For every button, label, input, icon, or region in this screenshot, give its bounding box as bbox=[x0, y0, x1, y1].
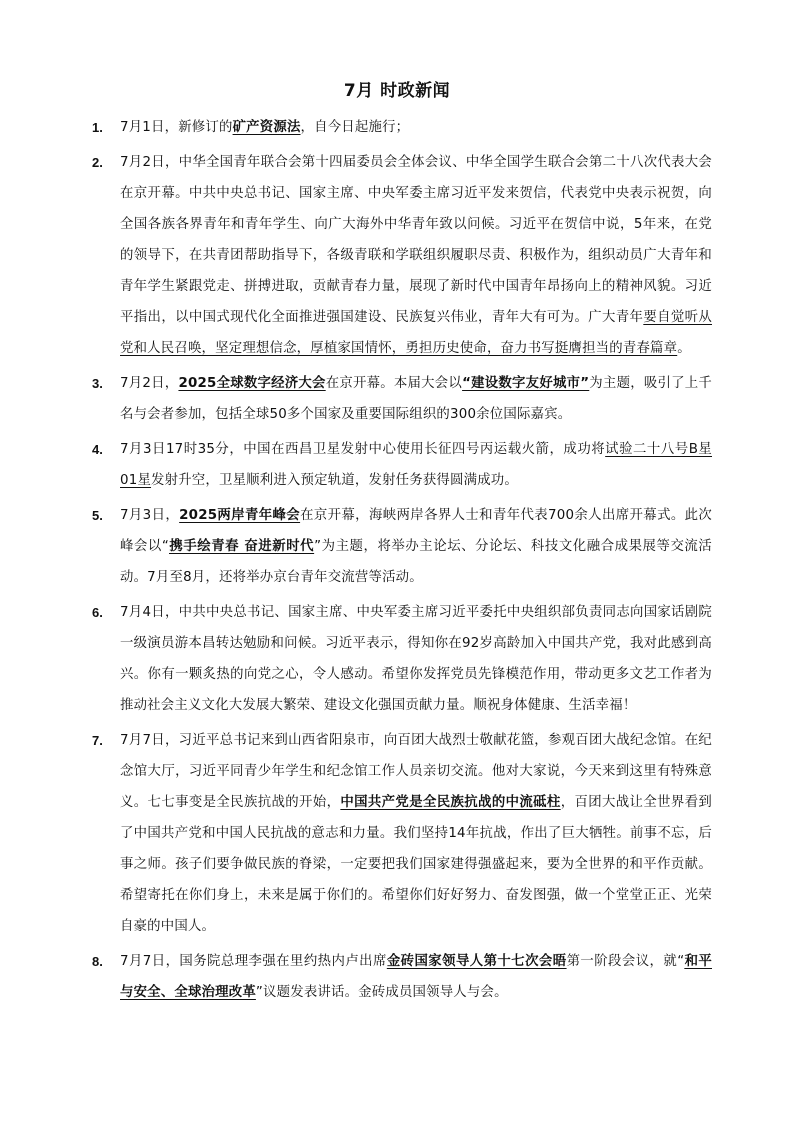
highlighted-keyword: 2025全球数字经济大会 bbox=[178, 376, 326, 391]
highlighted-keyword: 矿产资源法 bbox=[232, 120, 301, 135]
news-item bbox=[92, 725, 712, 942]
item-number: 8. bbox=[92, 954, 103, 969]
item-text bbox=[120, 368, 712, 430]
highlighted-keyword: “建设数字友好城市” bbox=[462, 376, 590, 391]
highlighted-keyword: 中国共产党是全民族抗战的中流砥柱 bbox=[340, 795, 561, 810]
news-item bbox=[92, 112, 712, 143]
news-item bbox=[92, 946, 712, 1008]
text-segment: 7月4日，中共中央总书记、国家主席、中央军委主席习近平委托中央组织部负责同志向国家话剧院一级演员游本昌转达勉励和问候。习近平表示，得知你在92岁高龄加入中国共产党，我对此感到高兴。你有一颗炙热的向党之心，令人感动。希望你发挥党员先锋模范作用，带动更多文艺工作者为推动社会主义文化大发展大繁荣、建设文化强国贡献力量。顺祝身体健康、生活幸福！ bbox=[120, 605, 712, 713]
text-segment: ，百团大战让全世界看到了中国共产党和中国人民抗战的意志和力量。我们坚持14年抗战，作出了巨大牺牲。前事不忘，后事之师。孩子们要争做民族的脊梁，一定要把我们国家建得强盛起来，要为全世界的和平作贡献。希望寄托在你们身上，未来是属于你们的。希望你们好好努力、奋发图强，做一个堂堂正正、光荣自豪的中国人。 bbox=[120, 795, 712, 934]
item-text bbox=[120, 597, 712, 721]
item-number: 5. bbox=[92, 508, 103, 523]
item-text bbox=[120, 946, 712, 1008]
text-segment: 7月2日， bbox=[120, 376, 179, 391]
highlighted-keyword: 金砖国家领导人第十七次会晤 bbox=[386, 954, 567, 969]
page-title: 7月 时政新闻 bbox=[343, 81, 451, 101]
news-item bbox=[92, 368, 712, 430]
text-segment: 第一阶段会议，就“ bbox=[566, 954, 685, 969]
item-number: 6. bbox=[92, 605, 103, 620]
text-segment: 。 bbox=[677, 341, 691, 356]
item-text bbox=[120, 434, 712, 496]
text-segment: 7月7日，国务院总理李强在里约热内卢出席 bbox=[120, 954, 387, 969]
item-number: 3. bbox=[92, 376, 103, 391]
news-item bbox=[92, 147, 712, 364]
text-segment: ”为主题，将举办主论坛、分论坛、科技文化融合成果展等交流活动。7月至8月，还将举办京台青年交流营等活动。 bbox=[120, 539, 712, 585]
item-text bbox=[120, 112, 712, 143]
news-item bbox=[92, 434, 712, 496]
text-segment: ”议题发表讲话。金砖成员国领导人与会。 bbox=[255, 985, 508, 1000]
item-text bbox=[120, 500, 712, 593]
news-item bbox=[92, 597, 712, 721]
highlighted-keyword: 要自觉听从党和人民召唤，坚定理想信念，厚植家国情怀，勇担历史使命，奋力书写挺膺担当的青春篇章 bbox=[120, 310, 712, 356]
item-number: 1. bbox=[92, 120, 103, 135]
text-segment: 7月2日，中华全国青年联合会第十四届委员会全体会议、中华全国学生联合会第二十八次代表大会在京开幕。中共中央总书记、国家主席、中央军委主席习近平发来贺信，代表党中央表示祝贺，向全国各族各界青年和青年学生、向广大海外中华青年致以问候。习近平在贺信中说，5年来，在党的领导下，在共青团帮助指导下，各级青联和学联组织履职尽责、积极作为，组织动员广大青年和青年学生紧跟党走、拼搏进取，贡献青春力量，展现了新时代中国青年昂扬向上的精神风貌。习近平指出，以中国式现代化全面推进强国建设、民族复兴伟业，青年大有可为。广大青年 bbox=[120, 155, 712, 325]
text-segment: 在京开幕，海峡两岸各界人士和青年代表700余人出席开幕式。此次峰会以“ bbox=[120, 508, 712, 554]
text-segment: ，自今日起施行； bbox=[300, 120, 410, 135]
highlighted-keyword: 和平与安全、全球治理改革 bbox=[120, 954, 712, 1000]
item-text bbox=[120, 147, 712, 364]
text-segment: 发射升空，卫星顺利进入预定轨道，发射任务获得圆满成功。 bbox=[151, 473, 518, 488]
highlighted-keyword: 携手绘青春 奋进新时代 bbox=[169, 539, 315, 554]
item-number: 7. bbox=[92, 733, 103, 748]
highlighted-keyword: 2025两岸青年峰会 bbox=[179, 508, 301, 523]
item-text bbox=[120, 725, 712, 942]
highlighted-keyword: 试验二十八号B星01星 bbox=[120, 442, 712, 488]
text-segment: 7月3日17时35分，中国在西昌卫星发射中心使用长征四号丙运载火箭，成功将 bbox=[120, 442, 606, 457]
news-list bbox=[92, 112, 712, 1012]
text-segment: 7月1日，新修订的 bbox=[120, 120, 233, 135]
text-segment: 7月3日， bbox=[120, 508, 180, 523]
item-number: 4. bbox=[92, 442, 103, 457]
news-item bbox=[92, 500, 712, 593]
item-number: 2. bbox=[92, 155, 103, 170]
text-segment: 在京开幕。本届大会以 bbox=[325, 376, 463, 391]
text-segment: 7月7日，习近平总书记来到山西省阳泉市，向百团大战烈士敬献花篮，参观百团大战纪念馆。在纪念馆大厅，习近平同青少年学生和纪念馆工作人员亲切交流。他对大家说，今天来到这里有特殊意义。七七事变是全民族抗战的开始， bbox=[120, 733, 712, 810]
text-segment: 为主题，吸引了上千名与会者参加，包括全球50多个国家及重要国际组织的300余位国际嘉宾。 bbox=[120, 376, 712, 422]
